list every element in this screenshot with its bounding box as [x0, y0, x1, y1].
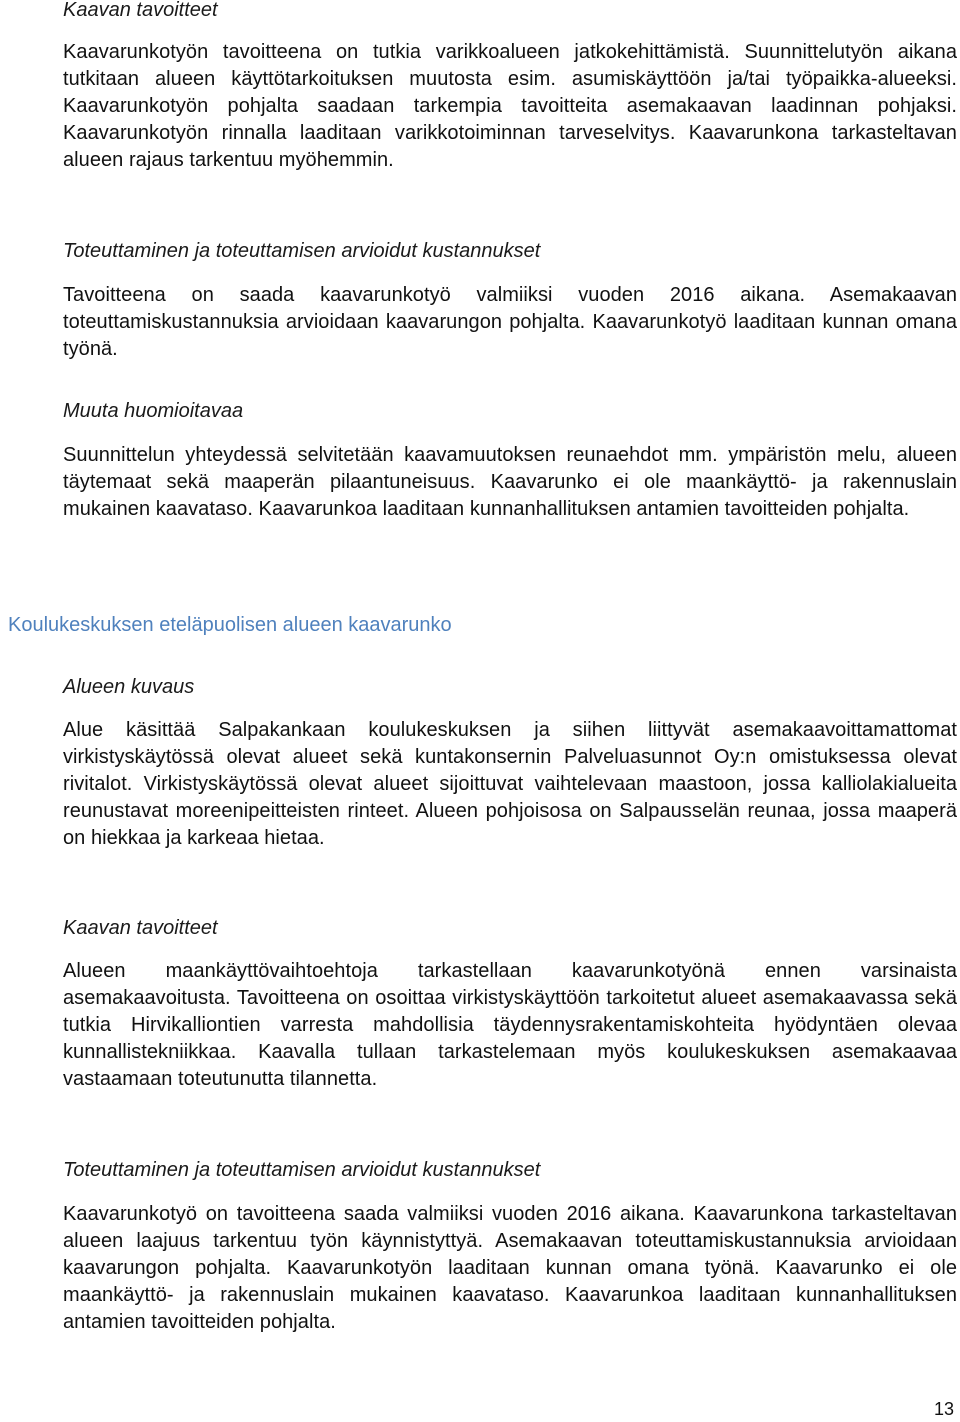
subheading-kaavan-tavoitteet-2: Kaavan tavoitteet: [63, 917, 218, 939]
subheading-kaavan-tavoitteet: Kaavan tavoitteet: [63, 0, 218, 21]
paragraph-toteuttaminen: Tavoitteena on saada kaavarunkotyö valmiiksi vuoden 2016 aikana. Asemakaavan toteuttamiskustannuksia arvioidaan kaavarungon pohjalta. Kaavarunkotyö laaditaan kunnan omana työnä.: [63, 284, 957, 360]
paragraph-toteuttaminen-2: Kaavarunkotyö on tavoitteena saada valmiiksi vuoden 2016 aikana. Kaavarunkona tarkasteltavan alueen laajuus tarkentuu työn käynnistyttyä. Asemakaavan toteuttamiskustannuksia arvioidaan kaavarungon pohjalta. Kaavarunkotyön laaditaan kunnan omana työnä. Kaavarunko ei ole maankäyttö- ja rakennuslain mukainen kaavataso. Kaavarunkoa laaditaan kunnanhallituksen antamien tavoitteiden pohjalta.: [63, 1203, 957, 1333]
paragraph-tavoitteet-2: Alueen maankäyttövaihtoehtoja tarkastellaan kaavarunkotyönä ennen varsinaista asemakaavoitusta. Tavoitteena on osoittaa virkistyskäyttöön tarkoitetut alueet asemakaavassa sekä tutkia Hirvikalliontien varresta mahdollisia täydennysrakentamiskohteita hyödyntäen olevaa kunnallistekniikkaa. Kaavalla tullaan tarkastelemaan myös koulukeskuksen asemakaavaa vastaamaan toteutunutta tilannetta.: [63, 960, 957, 1090]
paragraph-tavoitteet: Kaavarunkotyön tavoitteena on tutkia varikkoalueen jatkokehittämistä. Suunnittelutyön aikana tutkitaan alueen käyttötarkoituksen muutosta esim. asumiskäyttöön ja/tai työpaikka-alueeksi. Kaavarunkotyön pohjalta saadaan tarkempia tavoitteita asemakaavan laadinnan pohjaksi. Kaavarunkotyön rinnalla laaditaan varikkotoiminnan tarveselvitys. Kaavarunkona tarkasteltavan alueen rajaus tarkentuu myöhemmin.: [63, 41, 957, 171]
page-number: 13: [933, 1399, 954, 1419]
subheading-toteuttaminen: Toteuttaminen ja toteuttamisen arvioidut kustannukset: [63, 240, 541, 262]
section-title-koulukeskus: Koulukeskuksen eteläpuolisen alueen kaavarunko: [8, 614, 452, 636]
subheading-toteuttaminen-2: Toteuttaminen ja toteuttamisen arvioidut kustannukset: [63, 1159, 541, 1181]
paragraph-muuta-huomioitavaa: Suunnittelun yhteydessä selvitetään kaavamuutoksen reunaehdot mm. ympäristön melu, alueen täytemaat sekä maaperän pilaantuneisuus. Kaavarunko ei ole maankäyttö- ja rakennuslain mukainen kaavataso. Kaavarunkoa laaditaan kunnanhallituksen antamien tavoitteiden pohjalta.: [63, 444, 957, 520]
paragraph-alueen-kuvaus: Alue käsittää Salpakankaan koulukeskuksen ja siihen liittyvät asemakaavoittamattomat virkistyskäytössä olevat alueet sekä kuntakonsernin Palveluasunnot Oy:n omistuksessa olevat rivitalot. Virkistyskäytössä olevat alueet sijoittuvat vaihtelevaan maastoon, jossa kalliolakialueita reunustavat moreenipeitteisten rinteet. Alueen pohjoisosa on Salpausselän reunaa, jossa maaperä on hiekkaa ja karkeaa hietaa.: [63, 719, 957, 849]
subheading-muuta-huomioitavaa: Muuta huomioitavaa: [63, 400, 244, 422]
subheading-alueen-kuvaus: Alueen kuvaus: [63, 676, 195, 698]
